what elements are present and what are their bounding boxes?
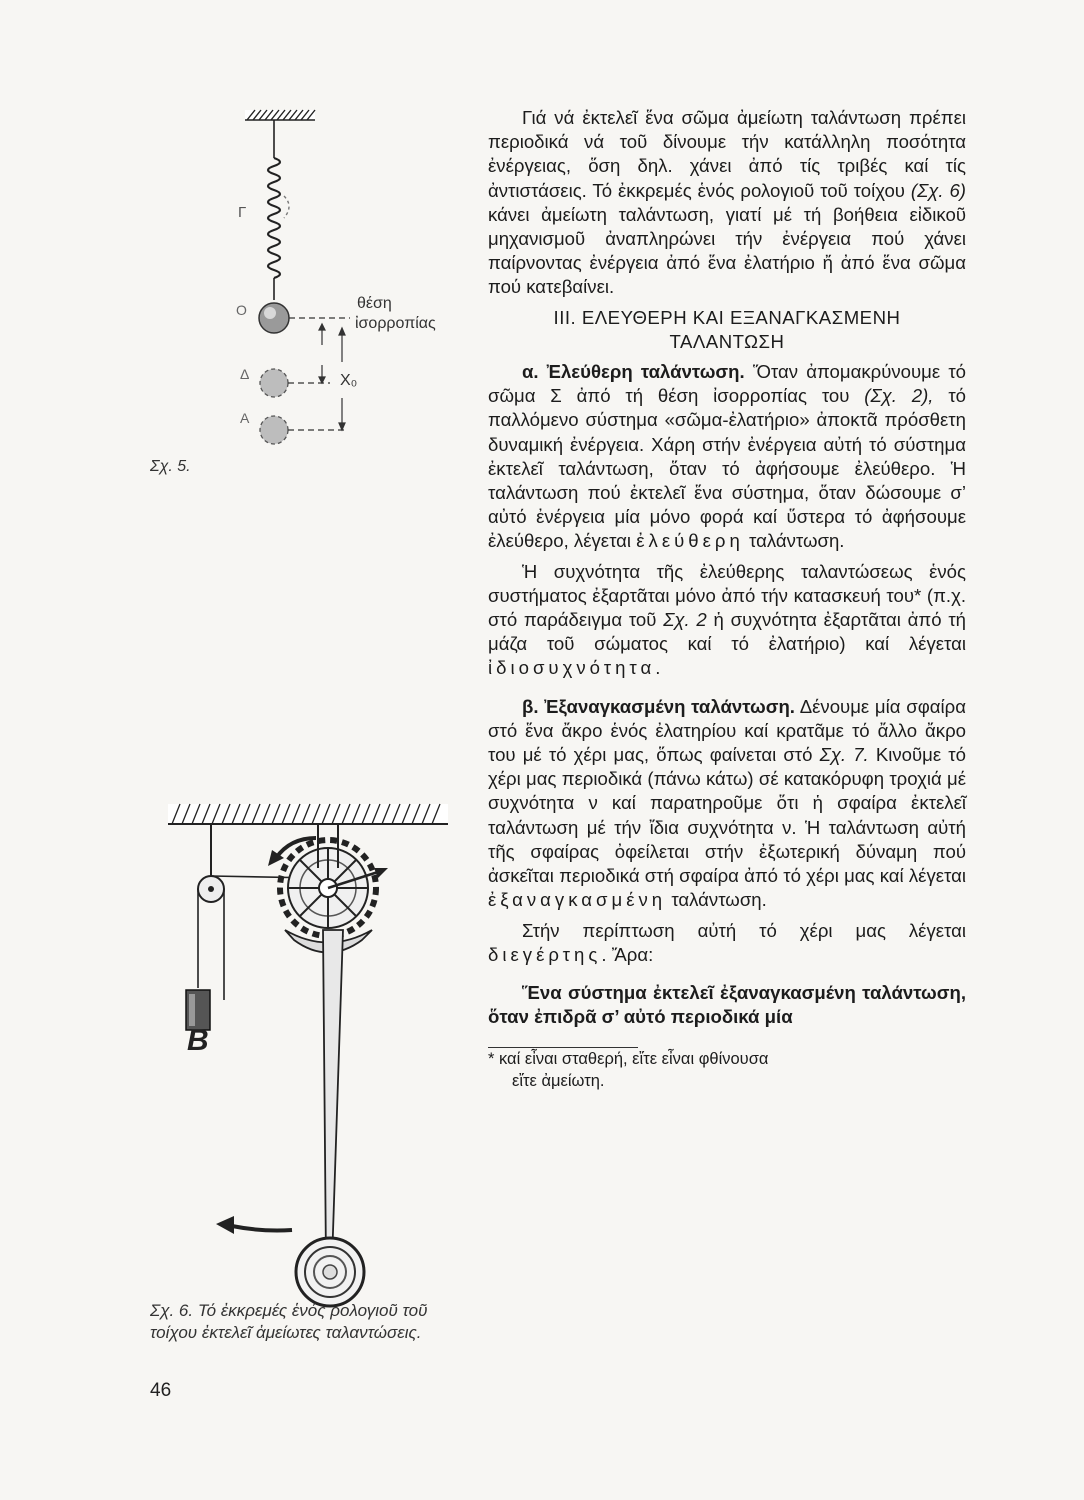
mass-equilibrium	[259, 303, 289, 333]
pendulum-rod	[323, 930, 343, 1262]
figure-reference: (Σχ. 6)	[910, 179, 966, 201]
paragraph-undamped: Γιά νά ἐκτελεῖ ἕνα σῶμα ἀμείωτη ταλάντωση πρέπει περιοδικά νά τοῦ δίνουμε τήν κατάλληλη ποσότητα ἐνέργειας, ὅση δηλ. χάνει ἀπό τίς τριβές καί τίς ἀντιστάσεις. Τό ἐκκρεμές ἑνός ρολογιοῦ τοῦ τοίχου (Σχ. 6) κάνει ἀμείωτη ταλάντωση, γιατί μέ τή βοήθεια εἰδικοῦ μηχανισμοῦ ἀναπληρώνει τήν ἐνέργεια πού χάνει παίρνοντας ἐνέργεια ἀπό ἕνα ἐλατήριο ἤ ἀπό ἕνα σῶμα πού κατεβαίνει.	[488, 107, 966, 298]
heading-forced-oscillation: β. Ἐξαναγκασμένη ταλάντωση.	[522, 695, 795, 717]
conclusion-statement: Ἕνα σύστημα ἐκτελεῖ ἐξαναγκασμένη ταλάντωση, ὅταν ἐπιδρᾶ σ’ αὐτό περιοδικά μία	[488, 981, 966, 1028]
figure-reference: Σχ. 7.	[819, 744, 869, 766]
heading-free-oscillation: α. Ἐλεύθερη ταλάντωση.	[522, 361, 745, 383]
figures-illustration	[0, 0, 480, 1500]
paragraph-forced-oscillation: β. Ἐξαναγκασμένη ταλάντωση. Δένουμε μία σφαίρα στό ἕνα ἄκρο ἑνός ἐλατηρίου καί κρατᾶμε τό ἄλλο ἄκρο του μέ τό χέρι μας, ὅπως φαίνεται στό Σχ. 7. Κινοῦμε τό χέρι μας περιοδικά (πάνω κάτω) σέ κατακόρυφη τροχιά μέ συχνότητα ν καί παρατηροῦμε ὅτι ἡ σφαίρα ἐκτελεῖ ταλάντωση μέ τήν ἴδια συχνότητα ν. Ἡ ταλάντωση αὐτή τῆς σφαίρας ὀφείλεται στήν ἐξωτερική δύναμη πού ἀσκεῖται περιοδικά στή σφαίρα ἀπό τό χέρι μας καί λέγεται ἐξαναγκασμένη ταλάντωση.	[488, 695, 966, 911]
pendulum-bob	[296, 1238, 364, 1306]
label-equilibrium-line1: θέση	[357, 295, 392, 312]
paragraph-exciter: Στήν περίπτωση αὐτή τό χέρι μας λέγεται διεγέρτης. Ἄρα:	[488, 919, 966, 965]
term-natural-frequency: ἰδιοσυχνότητα	[488, 657, 656, 679]
figure-5-drawing	[245, 110, 350, 444]
label-alpha: Α	[240, 410, 250, 426]
label-o: Ο	[236, 302, 247, 318]
page-number: 46	[150, 1380, 172, 1401]
label-gamma: Γ	[238, 204, 247, 221]
label-x0: X₀	[340, 372, 358, 389]
label-weight-b: B	[187, 1024, 209, 1057]
label-delta: Δ	[240, 366, 250, 382]
spring	[268, 158, 280, 278]
footnote: * καί εἶναι σταθερή, εἴτε εἶναι φθίνουσα εἴτε ἀμείωτη.	[488, 1050, 769, 1091]
figure-6-drawing	[168, 804, 448, 1306]
figure-5-caption: Σχ. 5.	[150, 458, 191, 475]
term-forced: ἐξαναγκασμένη	[488, 889, 667, 911]
figure-reference: Σχ. 2	[663, 609, 707, 631]
label-equilibrium-line2: ἰσορροπίας	[355, 315, 436, 332]
figure-6-caption: Σχ. 6. Τό ἐκκρεμές ἑνός ρολογιοῦ τοῦ τοίχου ἐκτελεῖ ἀμείωτες ταλαντώσεις.	[150, 1301, 428, 1342]
section-title: ΙΙΙ. ΕΛΕΥΘΕΡΗ ΚΑΙ ΕΞΑΝΑΓΚΑΣΜΕΝΗ ΤΑΛΑΝΤΩΣΗ	[553, 306, 901, 352]
paragraph-natural-frequency: Ἡ συχνότητα τῆς ἐλεύθερης ταλαντώσεως ἑνός συστήματος ἐξαρτᾶται μόνο ἀπό τήν κατασκευή του* (π.χ. στό παράδειγμα τοῦ Σχ. 2 ἡ συχνότητα ἐξαρτᾶται ἀπό τή μάζα τοῦ σώματος καί τό ἐλατήριο) καί λέγεται ἰδιοσυχνότητα.	[488, 560, 967, 679]
mass-position-a	[260, 416, 288, 444]
mass-position-d	[260, 369, 288, 397]
swing-arrow	[232, 1226, 292, 1231]
term-exciter: διεγέρτης	[488, 943, 602, 965]
paragraph-free-oscillation: α. Ἐλεύθερη ταλάντωση. Ὅταν ἀπομακρύνουμε τό σῶμα Σ ἀπό τή θέση ἰσορροπίας του (Σχ. 2), τό παλλόμενο σύστημα «σῶμα-ἐλατήριο» ἀποκτᾶ πρόσθετη δυναμική ἐνέργεια. Χάρη στήν ἐνέργεια αὐτή τό σύστημα ἐκτελεῖ ταλάντωση, ὅταν τό ἀφήσουμε ἐλεύθερο. Ἡ ταλάντωση πού ἐκτελεῖ ἕνα σύστημα, ὅταν δώσουμε σ’ αὐτό ἐνέργεια μία μόνο φορά καί ὕστερα τό ἀφήσουμε ἐλεύθερο, λέγεται ἐλεύθερη ταλάντωση.	[488, 361, 967, 552]
figure-reference: (Σχ. 2),	[864, 385, 934, 407]
body-text-column	[488, 106, 966, 1092]
term-free: ἐλεύθερη	[636, 530, 744, 552]
